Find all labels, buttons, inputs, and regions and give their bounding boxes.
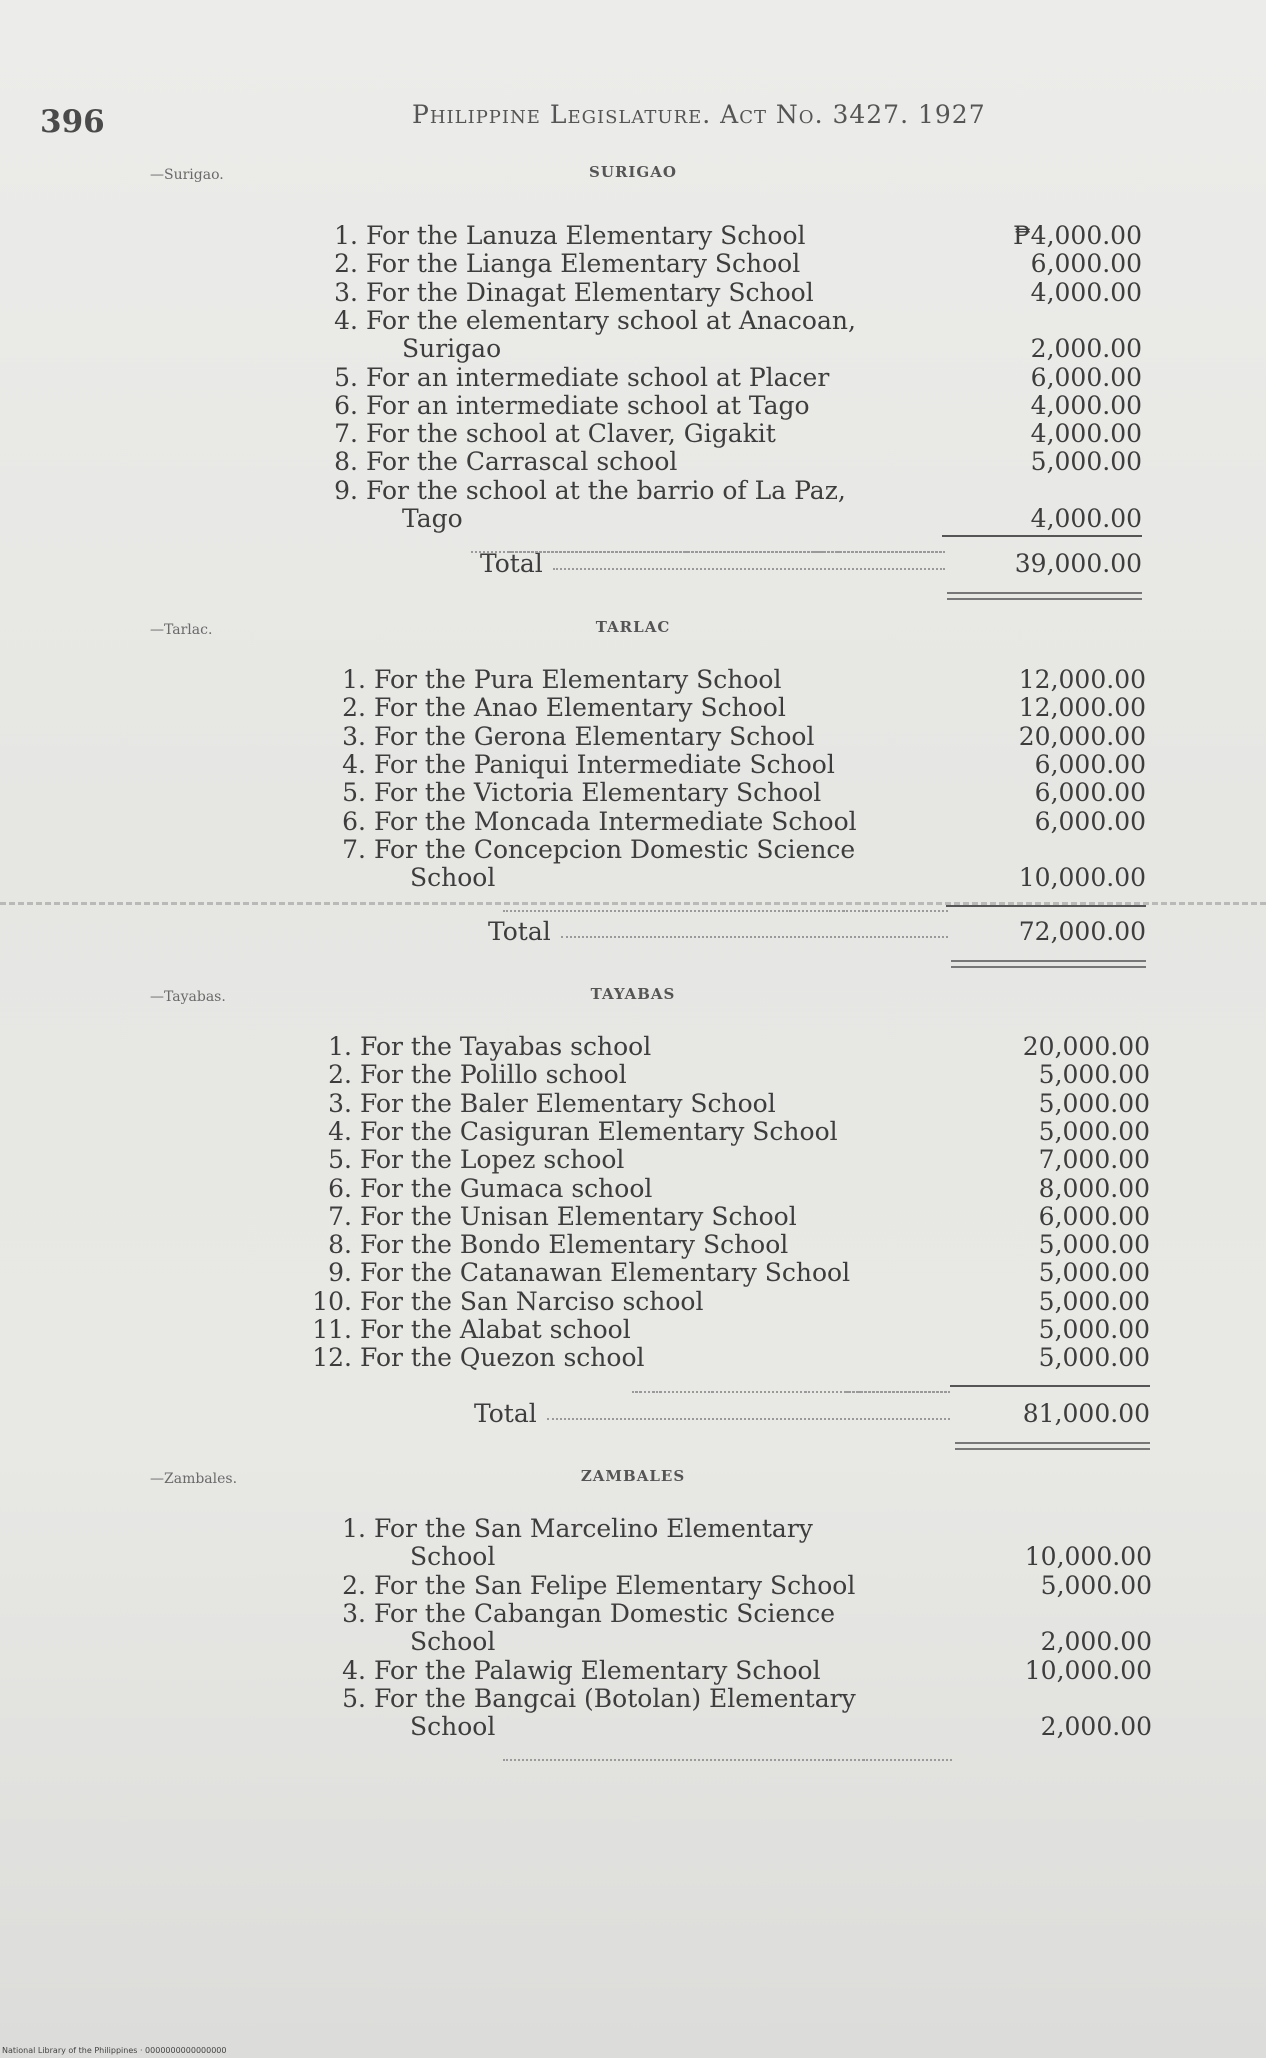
dot-leader [547,1418,950,1420]
line-item-text [312,1203,797,1231]
item-description: For the Anao Elementary School [374,693,786,723]
item-amount: 4,000.00 [1030,390,1142,420]
item-amount: 6,000.00 [1030,362,1142,392]
item-amount: 2,000.00 [1030,334,1142,364]
item-amount: 5,000.00 [1038,1258,1150,1288]
section-heading [0,1467,1266,1485]
item-amount: 5,000.00 [1038,1230,1150,1260]
item-number: 5. [328,1145,352,1175]
total-double-rule [951,960,1146,968]
total-label: Total [474,1399,537,1428]
item-number: 8. [328,1230,352,1260]
line-item-text [318,420,776,448]
item-number: 12. [312,1343,352,1373]
line-item-text [326,666,781,694]
section-heading [0,985,1266,1003]
dot-leader [553,568,945,570]
dot-leader [653,1391,950,1393]
item-description: For the Cabangan Domestic Science [374,1598,836,1628]
item-amount: 2,000.00 [1040,1627,1152,1657]
item-description: For the Polillo school [360,1060,627,1090]
item-number: 8. [334,447,358,477]
line-item-text [312,1118,838,1146]
margin-note: —Tayabas. [150,989,226,1005]
item-number: 1. [334,221,358,250]
line-item-text [326,1628,495,1656]
footer-credit: National Library of the Philippines · 0000000000000000 [2,2046,227,2055]
item-number: 4. [334,305,358,335]
item-amount: 5,000.00 [1038,1315,1150,1344]
line-item-text [318,279,814,307]
dot-leader [503,1759,952,1761]
line-item-text [318,250,800,278]
item-amount: 2,000.00 [1040,1712,1152,1742]
item-amount: 4,000.00 [1030,504,1142,533]
page-crease [0,902,1266,909]
item-description: For the Lanuza Elementary School [366,221,806,250]
item-number: 7. [342,834,366,864]
item-description: For the Concepcion Domestic Science [374,834,856,864]
item-amount: ₱4,000.00 [1013,221,1142,250]
item-number: 5. [342,1683,366,1713]
item-description: For the San Marcelino Elementary [374,1514,813,1543]
item-amount: 5,000.00 [1038,1088,1150,1118]
dot-leader [561,936,948,938]
item-number: 3. [334,277,358,307]
line-item-text [312,1061,627,1089]
item-amount: 5,000.00 [1038,1343,1150,1373]
section-heading-text: SURIGAO [589,163,677,181]
item-description: For the school at the barrio of La Paz, [366,475,846,505]
subtotal-rule [942,535,1142,537]
item-description: School [410,863,496,893]
item-description: For the Paniqui Intermediate School [374,749,835,779]
total-double-rule [947,592,1142,600]
line-item-text [326,779,821,807]
line-item-text [326,694,786,722]
line-item-text [326,1572,855,1600]
item-description: For an intermediate school at Placer [366,362,830,392]
item-description: For the Casiguran Elementary School [360,1116,838,1146]
item-amount: 8,000.00 [1038,1173,1150,1203]
item-amount: 6,000.00 [1034,806,1146,836]
item-amount: 6,000.00 [1034,778,1146,808]
line-item-text [318,364,829,392]
item-amount: 12,000.00 [1018,665,1146,694]
item-amount: 10,000.00 [1018,863,1146,893]
margin-note: —Tarlac. [150,622,213,638]
item-description: For the Gerona Elementary School [374,721,815,751]
line-item-text [318,448,677,476]
line-item-text [326,808,857,836]
line-item-text [326,1713,495,1741]
item-number: 3. [328,1088,352,1118]
line-item-text [318,222,806,250]
section-heading-text: TARLAC [595,618,671,636]
item-amount: 20,000.00 [1018,721,1146,751]
line-item-text [318,392,810,420]
total-double-rule [955,1442,1150,1450]
item-description: For the school at Claver, Gigakit [366,419,776,449]
item-number: 9. [334,475,358,505]
margin-note: —Zambales. [150,1471,238,1487]
item-amount: 7,000.00 [1038,1145,1150,1175]
item-description: For the Catanawan Elementary School [360,1258,851,1288]
item-number: 4. [342,749,366,779]
item-amount: 10,000.00 [1024,1655,1152,1685]
margin-note: —Surigao. [150,167,224,183]
item-description: For the Lopez school [360,1145,625,1175]
item-amount: 5,000.00 [1038,1286,1150,1316]
item-amount: 5,000.00 [1030,447,1142,477]
line-item-text [312,1231,788,1259]
item-number: 5. [334,362,358,392]
total-amount: 81,000.00 [1022,1399,1150,1428]
item-description: For the Bondo Elementary School [360,1230,789,1260]
item-number: 6. [328,1173,352,1203]
line-item-text [318,335,501,363]
section-heading-text: ZAMBALES [580,1467,686,1485]
item-number: 2. [334,249,358,279]
item-number: 6. [342,806,366,836]
section-heading [0,163,1266,181]
line-item-text [312,1259,850,1287]
item-number: 3. [342,1598,366,1628]
item-number: 5. [342,778,366,808]
item-amount: 6,000.00 [1030,249,1142,279]
line-item-text [326,1543,495,1571]
item-description: For the Quezon school [360,1343,645,1373]
line-item-text [326,1685,856,1713]
item-description: For the Moncada Intermediate School [374,806,857,836]
item-number: 7. [328,1201,352,1231]
item-number: 4. [328,1116,352,1146]
item-description: For the San Narciso school [360,1286,704,1316]
item-number: 2. [342,1570,366,1600]
line-item-text [326,1515,813,1543]
line-item-text [326,751,835,779]
item-amount: 5,000.00 [1038,1116,1150,1146]
item-description: For the elementary school at Anacoan, [366,305,856,335]
item-description: For the Carrascal school [366,447,678,477]
item-description: For the Unisan Elementary School [360,1201,797,1231]
item-number: 3. [342,721,366,751]
item-number: 2. [328,1060,352,1090]
line-item-text [312,1175,652,1203]
item-description: Tago [402,504,463,533]
item-amount: 4,000.00 [1030,419,1142,449]
item-description: For the San Felipe Elementary School [374,1570,856,1600]
item-description: For the Palawig Elementary School [374,1655,821,1685]
item-number: 2. [342,693,366,723]
subtotal-rule [950,1385,1150,1387]
item-amount: 4,000.00 [1030,277,1142,307]
item-description: For the Baler Elementary School [360,1088,776,1118]
section-heading-text: TAYABAS [590,985,676,1003]
item-amount: 12,000.00 [1018,693,1146,723]
item-number: 6. [334,390,358,420]
item-number: 1. [328,1032,352,1061]
item-number: 1. [342,665,366,694]
line-item-text [312,1316,631,1344]
item-number: 11. [312,1315,352,1344]
item-description: For the Victoria Elementary School [374,778,822,808]
item-description: For the Pura Elementary School [374,665,782,694]
line-item-text [326,864,495,892]
item-amount: 20,000.00 [1022,1032,1150,1061]
dot-leader [503,910,948,912]
item-amount: 5,000.00 [1038,1060,1150,1090]
line-item-text [312,1344,645,1372]
line-item-text [312,1090,776,1118]
item-number: 7. [334,419,358,449]
item-description: Surigao [402,334,502,364]
line-item-text [318,307,856,335]
item-description: School [410,1627,496,1657]
item-description: For the Dinagat Elementary School [366,277,814,307]
item-description: For the Lianga Elementary School [366,249,801,279]
total-amount: 39,000.00 [1014,549,1142,578]
item-description: For the Gumaca school [360,1173,653,1203]
total-label: Total [488,917,551,946]
section-heading [0,618,1266,636]
line-item-text [326,723,814,751]
line-item-text [318,477,846,505]
item-description: For the Tayabas school [360,1032,652,1061]
running-head: Philippine Legislature. Act No. 3427. 1927 [412,100,986,129]
dot-leader [471,551,945,553]
item-amount: 5,000.00 [1040,1570,1152,1600]
item-amount: 10,000.00 [1024,1542,1152,1572]
total-label: Total [480,549,543,578]
item-number: 1. [342,1514,366,1543]
item-number: 4. [342,1655,366,1685]
item-amount: 6,000.00 [1034,749,1146,779]
item-amount: 6,000.00 [1038,1201,1150,1231]
item-number: 10. [312,1286,352,1316]
total-amount: 72,000.00 [1018,917,1146,946]
page-number: 396 [40,104,105,140]
line-item-text [326,1600,835,1628]
item-description: For an intermediate school at Tago [366,390,810,420]
line-item-text [326,836,855,864]
item-description: School [410,1542,496,1572]
item-description: For the Alabat school [360,1315,631,1344]
line-item-text [326,1657,821,1685]
item-description: School [410,1712,496,1742]
line-item-text [312,1146,624,1174]
item-description: For the Bangcai (Botolan) Elementary [374,1683,856,1713]
line-item-text [318,505,463,533]
item-number: 9. [328,1258,352,1288]
line-item-text [312,1033,651,1061]
line-item-text [312,1288,703,1316]
